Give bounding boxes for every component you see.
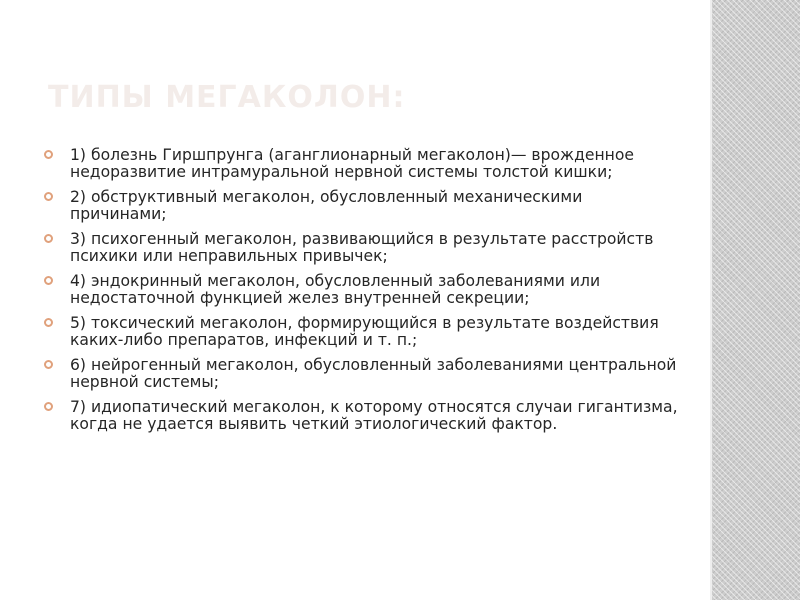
slide-title: ТИПЫ МЕГАКОЛОН: bbox=[48, 80, 406, 115]
bullet-item bbox=[42, 189, 682, 222]
bullet-text: 7) идиопатический мегаколон, к которому относятся случаи гигантизма, когда не удается выявить четкий этиологический фактор. bbox=[70, 398, 678, 433]
bullet-item bbox=[42, 399, 682, 432]
circle-bullet-icon bbox=[44, 360, 53, 369]
bullet-item bbox=[42, 315, 682, 348]
bullet-text: 2) обструктивный мегаколон, обусловленный механическими причинами; bbox=[70, 188, 583, 223]
bullet-item bbox=[42, 357, 682, 390]
circle-bullet-icon bbox=[44, 318, 53, 327]
circle-bullet-icon bbox=[44, 234, 53, 243]
bullet-item bbox=[42, 231, 682, 264]
bullet-text: 3) психогенный мегаколон, развивающийся в результате расстройств психики или неправильных привычек; bbox=[70, 230, 654, 265]
bullet-text: 4) эндокринный мегаколон, обусловленный заболеваниями или недостаточной функцией желез внутренней секреции; bbox=[70, 272, 601, 307]
bullet-item bbox=[42, 147, 682, 180]
bullet-text: 1) болезнь Гиршпрунга (аганглионарный мегаколон)— врожденное недоразвитие интрамуральной нервной системы толстой кишки; bbox=[70, 146, 634, 181]
bullet-text: 6) нейрогенный мегаколон, обусловленный заболеваниями центральной нервной системы; bbox=[70, 356, 677, 391]
circle-bullet-icon bbox=[44, 402, 53, 411]
bullet-text: 5) токсический мегаколон, формирующийся в результате воздействия каких-либо препаратов, инфекций и т. п.; bbox=[70, 314, 659, 349]
circle-bullet-icon bbox=[44, 150, 53, 159]
circle-bullet-icon bbox=[44, 276, 53, 285]
bullet-list bbox=[42, 147, 682, 441]
decorative-side-band bbox=[710, 0, 800, 600]
bullet-item bbox=[42, 273, 682, 306]
circle-bullet-icon bbox=[44, 192, 53, 201]
